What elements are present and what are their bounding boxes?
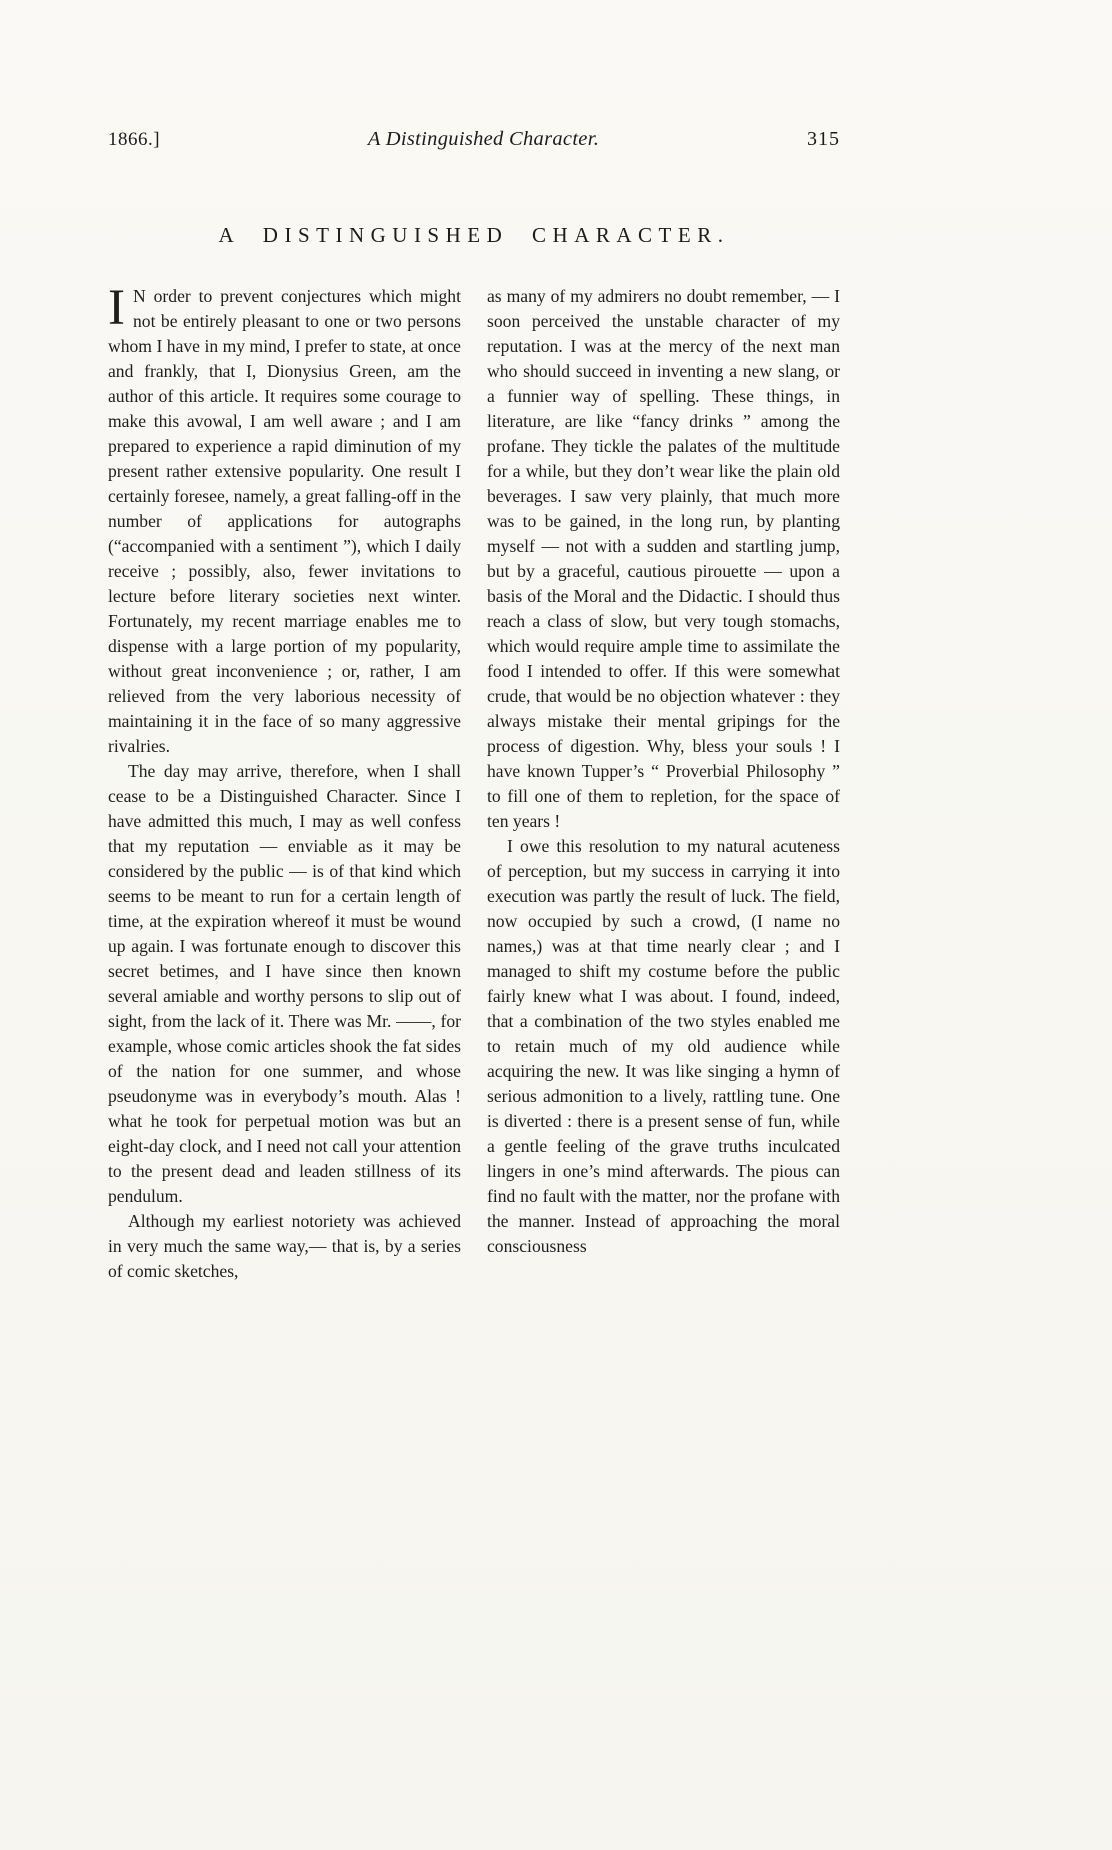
paragraph-opening [108,280,461,759]
paragraph-continuation: as many of my admirers no doubt remember, — I soon perceived the unstable character of my reputation. I was at the mercy of the next man who should succeed in inventing a new slang, or a funnier way of spelling. These things, in literature, are like “fancy drinks ” among the profane. They tickle the palates of the multitude for a while, but they don’t wear like the plain old beverages. I saw very plainly, that much more was to be gained, in the long run, by planting myself — not with a sudden and startling jump, but by a graceful, cautious pirouette — upon a basis of the Moral and the Didactic. I should thus reach a class of slow, but very tough stomachs, which would require ample time to assimilate the food I intended to offer. If this were somewhat crude, that would be no objection whatever : they always mistake their mental gripings for the process of digestion. Why, bless your souls ! I have known Tupper’s “ Proverbial Philosophy ” to fill one of them to repletion, for the space of ten years ! [487,286,840,831]
drop-cap: I [108,280,125,336]
running-title: A Distinguished Character. [367,128,600,150]
paragraph: Although my earliest notoriety was achieved in very much the same way,— that is, by a series of comic sketches, [108,1211,461,1281]
left-column [108,280,461,1284]
paragraph: The day may arrive, therefore, when I shall cease to be a Distinguished Character. Since I have admitted this much, I may as well confess that my reputation — enviable as it may be considered by the public — is of that kind which seems to be meant to run for a certain length of time, at the expiration whereof it must be wound up again. I was fortunate enough to discover this secret betimes, and I have since then known several amiable and worthy persons to slip out of sight, from the lack of it. There was Mr. ——, for example, whose comic articles shook the fat sides of the nation for one summer, and whose pseudonyme was in everybody’s mouth. Alas ! what he took for perpetual motion was but an eight-day clock, and I need not call your attention to the present dead and leaden stillness of its pendulum. [108,761,461,1206]
paragraph-text: N order to prevent conjectures which might not be entirely pleasant to one or two persons whom I have in my mind, I prefer to state, at once and frankly, that I, Dionysius Green, am the author of this article. It requires some courage to make this avowal, I am well aware ; and I am prepared to experience a rapid diminution of my present rather extensive popularity. One result I certainly foresee, namely, a great falling-off in the number of applications for autographs (“accompanied with a sentiment ”), which I daily receive ; possibly, also, fewer invitations to lecture before literary societies next winter. Fortunately, my recent marriage enables me to dispense with a large portion of my popularity, without great inconvenience ; or, rather, I am relieved from the very laborious necessity of maintaining it in the face of so many aggressive rivalries. [108,286,461,756]
page-number: 315 [806,128,840,150]
paragraph: I owe this resolution to my natural acuteness of perception, but my success in carrying it into execution was partly the result of luck. The field, now occupied by such a crowd, (I name no names,) was at that time nearly clear ; and I managed to shift my costume before the public fairly knew what I was about. I found, indeed, that a combination of the two styles enabled me to retain much of my old audience while acquiring the new. It was like singing a hymn of serious admonition to a lively, rattling tune. One is diverted : there is a present sense of fun, while a gentle feeling of the grave truths inculcated lingers in one’s mind afterwards. The pious can find no fault with the matter, nor the profane with the manner. Instead of approaching the moral consciousness [487,836,840,1256]
right-column [487,284,840,1284]
article-title: A DISTINGUISHED CHARACTER. [218,223,730,247]
article-columns [108,280,840,1284]
edition-year: 1866.] [108,129,161,150]
text-block [108,128,840,1284]
page-header [108,128,840,151]
